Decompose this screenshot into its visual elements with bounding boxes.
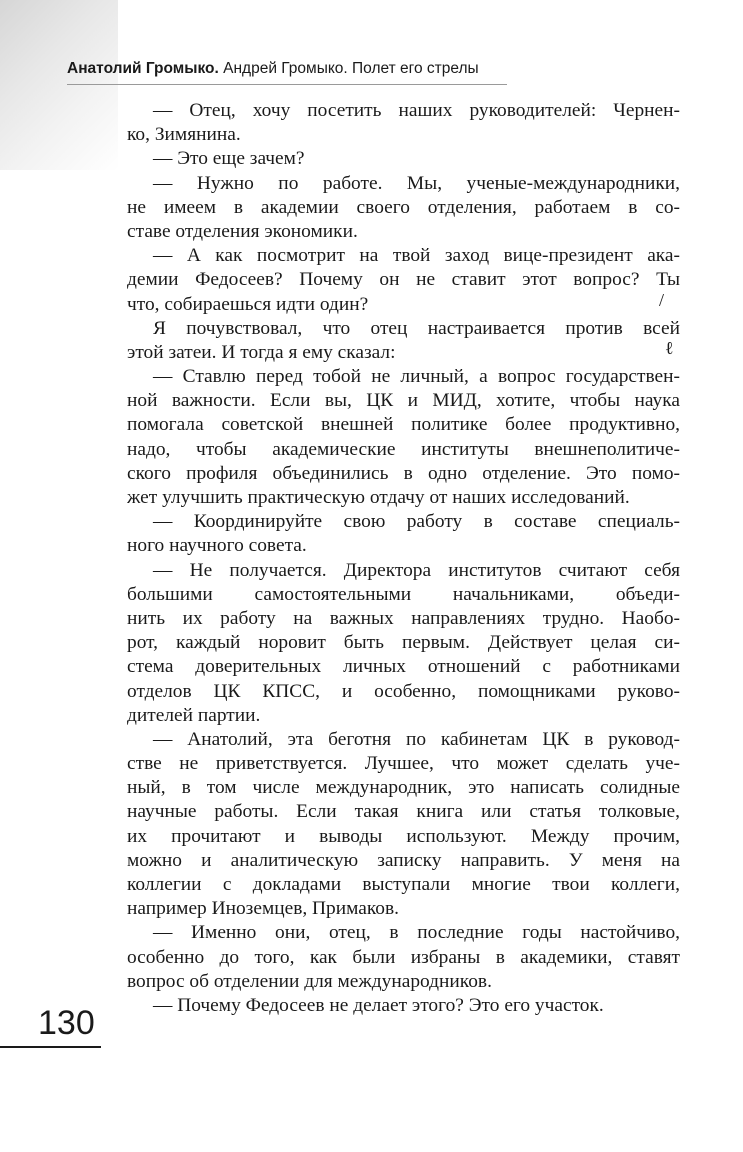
text-line: не имеем в академии своего отделения, работаем в со-: [127, 196, 680, 218]
text-line: можно и аналитическую записку направить. У меня на: [127, 849, 680, 871]
text-line: отделов ЦК КПСС, и особенно, помощниками руково-: [127, 680, 680, 702]
text-line: — Именно они, отец, в последние годы настойчиво,: [153, 922, 680, 944]
text-line: — А как посмотрит на твой заход вице-президент ака-: [153, 245, 680, 267]
text-line: жет улучшить практическую отдачу от наших исследований.: [127, 487, 630, 508]
text-line: вопрос об отделении для международников.: [127, 970, 492, 992]
text-line: научные работы. Если такая книга или статья толковые,: [127, 801, 680, 823]
margin-mark: ℓ: [665, 338, 674, 358]
text-line: — Ставлю перед тобой не личный, а вопрос государствен-: [153, 366, 680, 388]
text-line: стема доверительных личных отношений с работниками: [127, 656, 680, 678]
text-line: ского профиля объединились в одно отделение. Это помо-: [127, 462, 680, 484]
text-line: — Почему Федосеев не делает этого? Это его участок.: [153, 994, 604, 1016]
text-line: их прочитают и выводы используют. Между прочим,: [127, 825, 680, 847]
text-line: например Иноземцев, Примаков.: [127, 898, 399, 920]
margin-mark: /: [659, 290, 665, 310]
text-line: коллегии с докладами выступали многие твои коллеги,: [127, 874, 680, 895]
text-line: ставе отделения экономики.: [127, 220, 358, 242]
text-line: помогала советской внешней политике более продуктивно,: [127, 414, 680, 436]
text-line: что, собираешься идти один?: [127, 293, 369, 315]
running-head-title: Андрей Громыко. Полет его стрелы: [223, 60, 479, 77]
text-line: — Не получается. Директора институтов считают себя: [153, 559, 680, 581]
text-line: особенно до того, как были избраны в академики, ставят: [127, 946, 680, 968]
text-line: Я почувствовал, что отец настраивается против всей: [153, 317, 680, 339]
corner-shade: [0, 0, 118, 170]
running-head: [67, 60, 479, 78]
page-number: 130: [38, 1004, 95, 1042]
text-line: стве не приветствуется. Лучшее, что может сделать уче-: [127, 753, 680, 775]
text-line: ко, Зимянина.: [127, 124, 241, 146]
text-line: — Это еще зачем?: [153, 148, 305, 170]
running-head-rule: [67, 84, 507, 85]
page-number-rule: [0, 1046, 101, 1048]
text-line: этой затеи. И тогда я ему сказал:: [127, 341, 396, 363]
text-line: дителей партии.: [127, 704, 261, 726]
body-text: [127, 99, 680, 1018]
text-line: ного научного совета.: [127, 535, 307, 557]
text-line: нить их работу на важных направлениях трудно. Наобо-: [127, 607, 680, 629]
text-line: ной важности. Если вы, ЦК и МИД, хотите, чтобы наука: [127, 390, 680, 412]
text-line: — Отец, хочу посетить наших руководителей: Чернен-: [153, 100, 680, 121]
text-line: — Анатолий, эта беготня по кабинетам ЦК в руковод-: [153, 728, 680, 750]
running-head-author: Анатолий Громыко.: [67, 60, 219, 77]
text-line: ный, в том числе международник, это написать солидные: [127, 777, 680, 799]
text-line: рот, каждый норовит быть первым. Действует целая си-: [127, 632, 680, 654]
text-line: надо, чтобы академические институты внешнеполитиче-: [127, 438, 680, 460]
text-line: — Нужно по работе. Мы, ученые-международники,: [153, 172, 680, 194]
text-line: большими самостоятельными начальниками, объеди-: [127, 583, 680, 605]
text-line: демии Федосеев? Почему он не ставит этот вопрос? Ты: [127, 269, 680, 291]
text-line: — Координируйте свою работу в составе специаль-: [153, 511, 680, 533]
